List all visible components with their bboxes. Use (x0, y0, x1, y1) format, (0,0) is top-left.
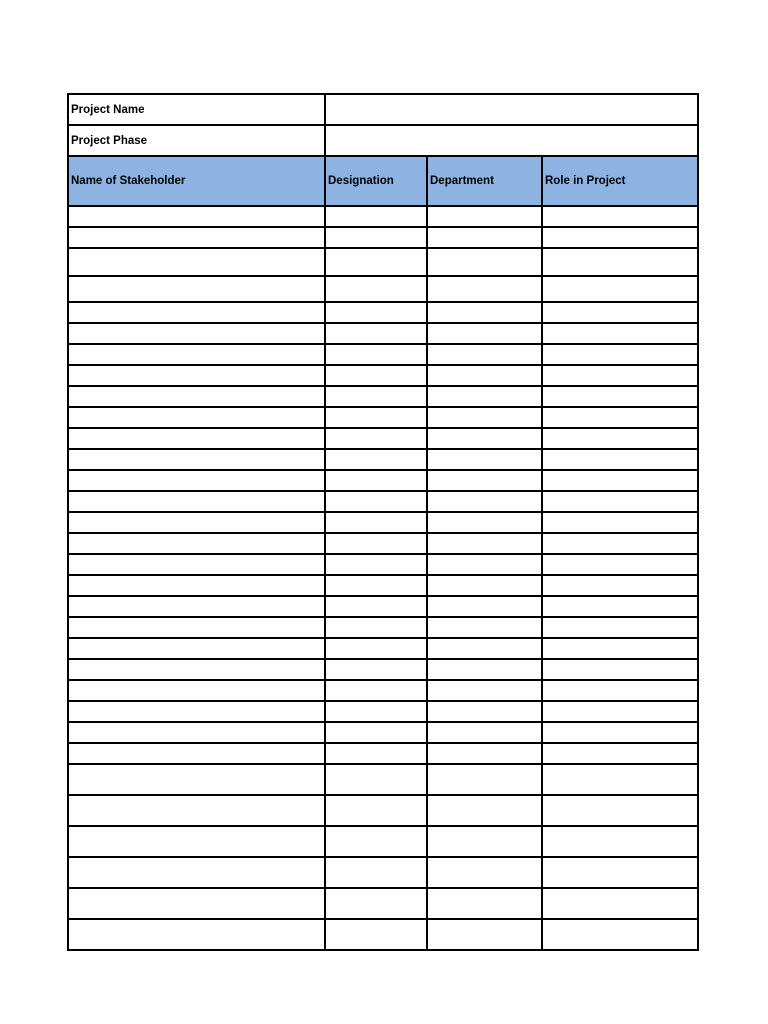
stakeholder-table (67, 93, 699, 951)
table-row (68, 857, 698, 888)
table-cell[interactable] (542, 617, 698, 638)
table-cell[interactable] (325, 323, 427, 344)
table-row (68, 659, 698, 680)
table-cell[interactable] (68, 596, 325, 617)
table-cell[interactable] (325, 575, 427, 596)
project-name-value[interactable] (325, 94, 698, 125)
table-cell[interactable] (427, 533, 542, 554)
table-cell[interactable] (542, 638, 698, 659)
table-cell[interactable] (68, 323, 325, 344)
table-cell[interactable] (542, 743, 698, 764)
table-row (68, 206, 698, 227)
table-row (68, 512, 698, 533)
table-cell[interactable] (325, 722, 427, 743)
table-cell[interactable] (427, 919, 542, 950)
table-cell[interactable] (542, 386, 698, 407)
table-cell[interactable] (542, 302, 698, 323)
table-cell[interactable] (542, 428, 698, 449)
table-cell[interactable] (427, 554, 542, 575)
table-cell[interactable] (427, 743, 542, 764)
table-cell[interactable] (68, 659, 325, 680)
table-cell[interactable] (325, 617, 427, 638)
table-cell[interactable] (68, 857, 325, 888)
table-cell[interactable] (68, 491, 325, 512)
table-row (68, 344, 698, 365)
table-cell[interactable] (542, 323, 698, 344)
table-cell[interactable] (68, 449, 325, 470)
table-cell[interactable] (427, 365, 542, 386)
table-cell[interactable] (427, 248, 542, 276)
table-cell[interactable] (325, 407, 427, 428)
project-name-row (68, 94, 698, 125)
table-cell[interactable] (427, 722, 542, 743)
table-cell[interactable] (427, 596, 542, 617)
table-row (68, 617, 698, 638)
table-cell[interactable] (427, 701, 542, 722)
table-cell[interactable] (68, 386, 325, 407)
table-cell[interactable] (325, 554, 427, 575)
table-cell[interactable] (325, 344, 427, 365)
table-cell[interactable] (542, 554, 698, 575)
table-cell[interactable] (427, 302, 542, 323)
project-name-label: Project Name (68, 94, 325, 125)
table-cell[interactable] (427, 276, 542, 302)
table-row (68, 276, 698, 302)
table-row (68, 596, 698, 617)
table-cell[interactable] (325, 491, 427, 512)
table-cell[interactable] (427, 857, 542, 888)
table-cell[interactable] (68, 248, 325, 276)
table-cell[interactable] (542, 722, 698, 743)
table-cell[interactable] (68, 722, 325, 743)
table-cell[interactable] (68, 764, 325, 795)
project-phase-value[interactable] (325, 125, 698, 156)
table-row (68, 533, 698, 554)
table-cell[interactable] (325, 227, 427, 248)
table-cell[interactable] (325, 743, 427, 764)
table-cell[interactable] (325, 857, 427, 888)
table-cell[interactable] (325, 638, 427, 659)
table-cell[interactable] (427, 826, 542, 857)
header-department: Department (427, 156, 542, 206)
table-cell[interactable] (542, 701, 698, 722)
table-row (68, 323, 698, 344)
table-cell[interactable] (542, 795, 698, 826)
table-cell[interactable] (68, 533, 325, 554)
table-cell[interactable] (325, 470, 427, 491)
table-cell[interactable] (68, 701, 325, 722)
table-cell[interactable] (68, 512, 325, 533)
table-row (68, 365, 698, 386)
table-cell[interactable] (68, 795, 325, 826)
table-cell[interactable] (325, 701, 427, 722)
table-cell[interactable] (68, 554, 325, 575)
table-row (68, 795, 698, 826)
table-cell[interactable] (325, 659, 427, 680)
table-cell[interactable] (325, 764, 427, 795)
column-header-row (68, 156, 698, 206)
table-cell[interactable] (68, 743, 325, 764)
table-row (68, 449, 698, 470)
table-cell[interactable] (542, 248, 698, 276)
table-cell[interactable] (427, 575, 542, 596)
table-cell[interactable] (427, 512, 542, 533)
table-row (68, 491, 698, 512)
table-cell[interactable] (325, 248, 427, 276)
table-cell[interactable] (542, 206, 698, 227)
table-cell[interactable] (68, 638, 325, 659)
table-cell[interactable] (68, 680, 325, 701)
table-row (68, 386, 698, 407)
table-cell[interactable] (427, 344, 542, 365)
table-cell[interactable] (427, 407, 542, 428)
table-cell[interactable] (325, 449, 427, 470)
table-cell[interactable] (68, 344, 325, 365)
table-row (68, 888, 698, 919)
table-cell[interactable] (325, 206, 427, 227)
table-cell[interactable] (68, 617, 325, 638)
table-cell[interactable] (542, 596, 698, 617)
table-cell[interactable] (542, 826, 698, 857)
table-row (68, 575, 698, 596)
table-cell[interactable] (427, 428, 542, 449)
table-cell[interactable] (542, 276, 698, 302)
table-row (68, 722, 698, 743)
table-row (68, 701, 698, 722)
table-cell[interactable] (68, 206, 325, 227)
table-row (68, 919, 698, 950)
table-cell[interactable] (68, 302, 325, 323)
table-cell[interactable] (542, 470, 698, 491)
table-cell[interactable] (325, 386, 427, 407)
table-cell[interactable] (427, 491, 542, 512)
table-cell[interactable] (542, 227, 698, 248)
table-row (68, 248, 698, 276)
table-cell[interactable] (427, 227, 542, 248)
table-row (68, 428, 698, 449)
project-phase-row (68, 125, 698, 156)
table-cell[interactable] (68, 428, 325, 449)
table-cell[interactable] (542, 533, 698, 554)
table-cell[interactable] (325, 365, 427, 386)
table-cell[interactable] (325, 428, 427, 449)
table-cell[interactable] (68, 575, 325, 596)
table-cell[interactable] (325, 795, 427, 826)
table-cell[interactable] (325, 826, 427, 857)
table-cell[interactable] (325, 919, 427, 950)
table-row (68, 680, 698, 701)
table-cell[interactable] (325, 888, 427, 919)
table-cell[interactable] (542, 764, 698, 795)
table-cell[interactable] (427, 764, 542, 795)
project-phase-label: Project Phase (68, 125, 325, 156)
table-cell[interactable] (325, 596, 427, 617)
table-cell[interactable] (542, 857, 698, 888)
header-designation: Designation (325, 156, 427, 206)
table-row (68, 302, 698, 323)
table-cell[interactable] (542, 919, 698, 950)
table-cell[interactable] (68, 227, 325, 248)
table-cell[interactable] (325, 276, 427, 302)
table-cell[interactable] (427, 470, 542, 491)
table-row (68, 764, 698, 795)
table-cell[interactable] (542, 407, 698, 428)
table-cell[interactable] (542, 575, 698, 596)
table-cell[interactable] (542, 449, 698, 470)
table-cell[interactable] (542, 344, 698, 365)
table-row (68, 227, 698, 248)
table-row (68, 554, 698, 575)
table-row (68, 407, 698, 428)
table-row (68, 638, 698, 659)
table-cell[interactable] (325, 533, 427, 554)
table-row (68, 826, 698, 857)
table-cell[interactable] (427, 206, 542, 227)
table-row (68, 470, 698, 491)
table-cell[interactable] (542, 680, 698, 701)
table-cell[interactable] (68, 826, 325, 857)
table-cell[interactable] (542, 888, 698, 919)
table-cell[interactable] (68, 276, 325, 302)
table-cell[interactable] (427, 638, 542, 659)
table-cell[interactable] (325, 680, 427, 701)
table-row (68, 743, 698, 764)
table-cell[interactable] (542, 365, 698, 386)
table-cell[interactable] (427, 617, 542, 638)
table-cell[interactable] (68, 365, 325, 386)
table-cell[interactable] (68, 919, 325, 950)
table-cell[interactable] (542, 491, 698, 512)
header-role-in-project: Role in Project (542, 156, 698, 206)
table-cell[interactable] (427, 323, 542, 344)
table-cell[interactable] (427, 386, 542, 407)
table-cell[interactable] (542, 512, 698, 533)
table-cell[interactable] (427, 659, 542, 680)
table-cell[interactable] (68, 470, 325, 491)
table-cell[interactable] (325, 302, 427, 323)
table-cell[interactable] (68, 407, 325, 428)
table-cell[interactable] (68, 888, 325, 919)
header-name-of-stakeholder: Name of Stakeholder (68, 156, 325, 206)
table-cell[interactable] (325, 512, 427, 533)
table-cell[interactable] (427, 449, 542, 470)
table-cell[interactable] (427, 680, 542, 701)
table-cell[interactable] (427, 888, 542, 919)
table-cell[interactable] (427, 795, 542, 826)
table-cell[interactable] (542, 659, 698, 680)
